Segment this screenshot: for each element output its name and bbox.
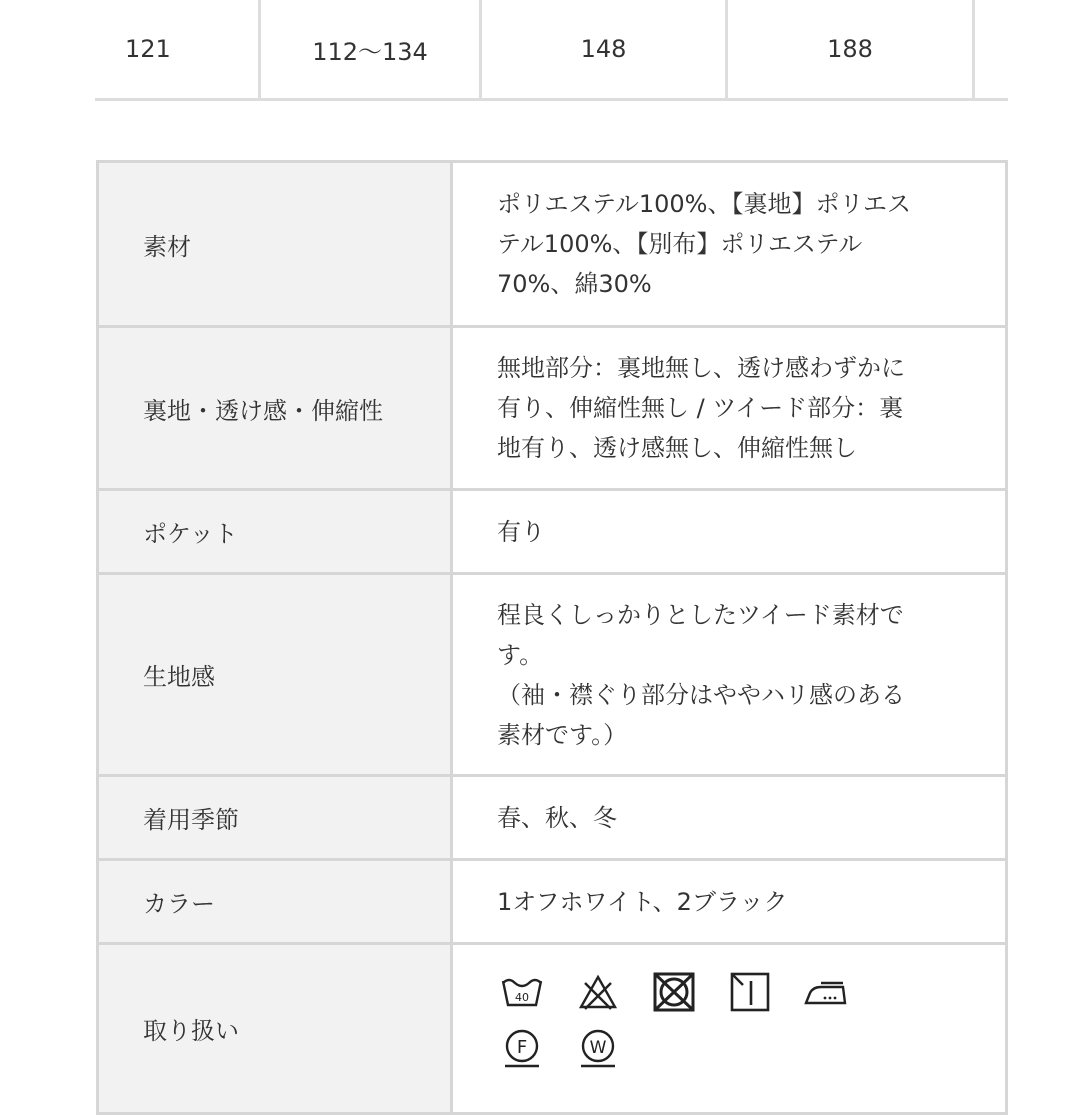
dryclean-letter: F xyxy=(516,1037,528,1058)
no-tumble-dry-icon xyxy=(649,971,699,1013)
line-dry-icon xyxy=(725,971,775,1013)
size-cell: 121 xyxy=(125,35,171,63)
spec-row-material xyxy=(99,163,1005,328)
spec-row-season xyxy=(99,777,1005,861)
spec-label: 取り扱い xyxy=(99,945,453,1112)
no-bleach-icon xyxy=(573,971,623,1013)
spec-row-lining xyxy=(99,328,1005,491)
spec-value: 1オフホワイト、2ブラック xyxy=(497,887,788,916)
wetclean-w-icon xyxy=(573,1027,623,1069)
column-divider xyxy=(972,0,975,98)
spec-value: 春、秋、冬 xyxy=(497,803,617,832)
size-cell: 148 xyxy=(580,35,627,63)
spec-value: 程良くしっかりとしたツイード素材で す。 （袖・襟ぐり部分はややハリ感のある 素材です。） xyxy=(497,600,905,749)
spec-value: ポリエステル100%、【裏地】ポリエス テル100%、【別布】ポリエステル 70%、綿30% xyxy=(497,190,911,298)
spec-row-fabric xyxy=(99,575,1005,777)
spec-label: カラー xyxy=(99,861,453,942)
wetclean-letter: W xyxy=(589,1038,607,1058)
wash-temp-text: 40 xyxy=(515,991,529,1004)
iron-low-icon xyxy=(801,971,851,1013)
spec-label: 裏地・透け感・伸縮性 xyxy=(99,328,453,488)
wash-40-icon xyxy=(497,971,547,1013)
size-cell: 188 xyxy=(827,35,873,63)
spec-label: 生地感 xyxy=(99,575,453,774)
spec-value: 有り xyxy=(497,517,545,546)
spec-table xyxy=(96,160,1008,1115)
size-cell: 112〜134 xyxy=(312,37,428,66)
spec-label: ポケット xyxy=(99,491,453,572)
spec-row-color xyxy=(99,861,1005,945)
spec-label: 素材 xyxy=(99,163,453,325)
dryclean-f-icon xyxy=(497,1027,547,1069)
care-icons xyxy=(497,971,917,1069)
spec-value-care xyxy=(453,945,1005,1112)
spec-value: 無地部分：裏地無し、透け感わずかに 有り、伸縮性無し / ツイード部分：裏 地有り、透け感無し、伸縮性無し xyxy=(497,354,905,462)
spec-row-pocket xyxy=(99,491,1005,575)
spec-row-care xyxy=(99,945,1005,1115)
size-table xyxy=(95,0,1008,101)
spec-label: 着用季節 xyxy=(99,777,453,858)
